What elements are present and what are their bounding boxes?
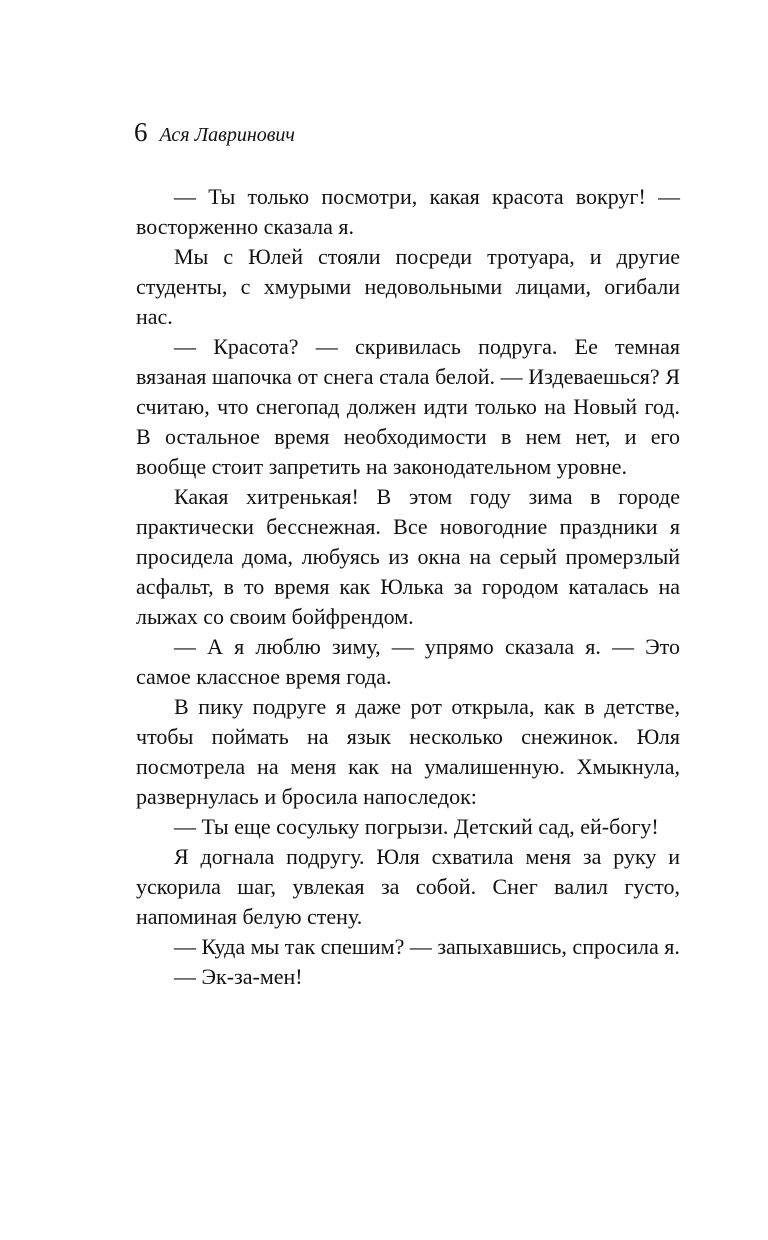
- paragraph: — Куда мы так спешим? — запыхавшись, спросила я.: [174, 934, 680, 959]
- paragraph: — Ты еще сосульку погрызи. Детский сад, ей-богу!: [174, 814, 659, 839]
- paragraph: — А я люблю зиму, — упрямо сказала я. — Это самое классное время года.: [136, 634, 680, 689]
- page-header: [134, 112, 295, 152]
- paragraph: Какая хитренькая! В этом году зима в городе практически бесснежная. Все новогодние праздники я просидела дома, любуясь из окна на серый промерзлый асфальт, в то время как Юлька за городом каталась на лыжах со своим бойфрендом.: [136, 484, 680, 629]
- paragraph: — Красота? — скривилась подруга. Ее темная вязаная шапочка от снега стала белой. — Издеваешься? Я считаю, что снегопад должен идти только на Новый год. В остальное время необходимости в нем нет, и его вообще стоит запретить на законодательном уровне.: [136, 334, 680, 479]
- paragraph: Мы с Юлей стояли посреди тротуара, и другие студенты, с хмурыми недовольными лицами, огибали нас.: [136, 244, 680, 329]
- paragraph: Я догнала подругу. Юля схватила меня за руку и ускорила шаг, увлекая за собой. Снег валил густо, напоминая белую стену.: [136, 844, 680, 929]
- page-number: 6: [134, 117, 148, 147]
- paragraph: — Эк-за-мен!: [174, 964, 303, 989]
- paragraph: В пику подруге я даже рот открыла, как в детстве, чтобы поймать на язык несколько снежинок. Юля посмотрела на меня как на умалишенную. Хмыкнула, развернулась и бросила напоследок:: [136, 694, 680, 809]
- paragraph: — Ты только посмотри, какая красота вокруг! — восторженно сказала я.: [136, 184, 680, 239]
- author-running-head: Ася Лавринович: [159, 124, 295, 146]
- body-text: [136, 182, 680, 992]
